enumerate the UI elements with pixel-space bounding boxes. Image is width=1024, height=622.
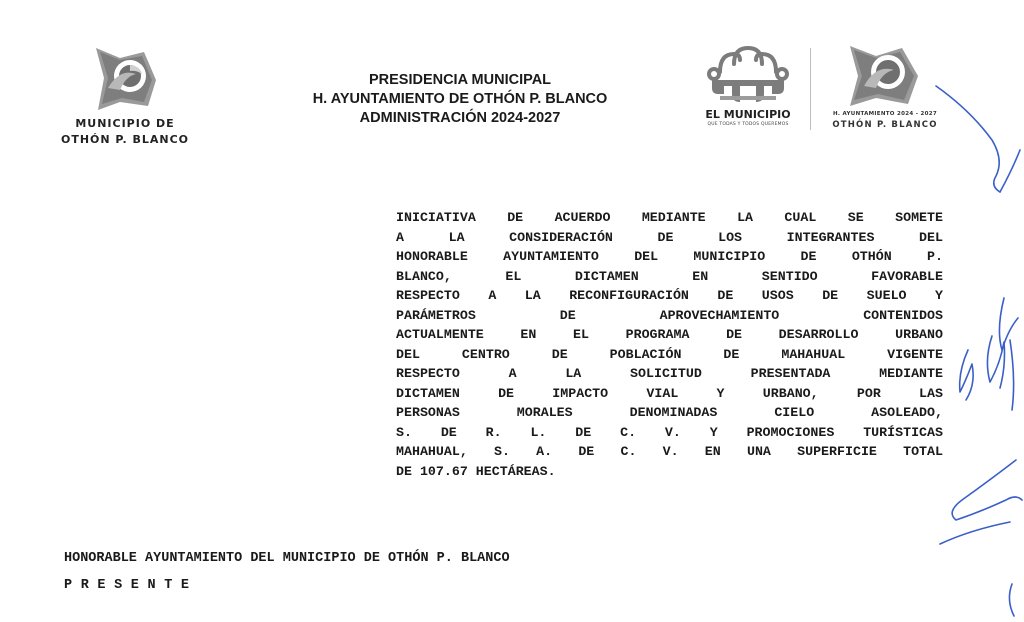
el-municipio-tagline: QUE TODAS Y TODOS QUEREMOS xyxy=(707,122,789,127)
initiative-line: RESPECTO A LA SOLICITUD PRESENTADA MEDIANTE xyxy=(396,366,943,381)
initiative-line: RESPECTO A LA RECONFIGURACIÓN DE USOS DE SUELO Y xyxy=(396,288,943,303)
initiative-line: PERSONAS MORALES DENOMINADAS CIELO ASOLEADO, xyxy=(396,405,943,420)
ayuntamiento-logo xyxy=(820,42,950,134)
initiative-line: A LA CONSIDERACIÓN DE LOS INTEGRANTES DEL xyxy=(396,229,943,245)
initiative-line: ACTUALMENTE EN EL PROGRAMA DE DESARROLLO URBANO xyxy=(396,327,943,342)
initiative-line: HONORABLE AYUNTAMIENTO DEL MUNICIPIO DE OTHÓN P. xyxy=(396,249,943,264)
initiative-line: MAHAHUAL, S. A. DE C. V. EN UNA SUPERFICIE TOTAL xyxy=(396,444,943,459)
el-municipio-title: EL MUNICIPIO xyxy=(705,108,791,121)
caption-line-1: MUNICIPIO DE xyxy=(75,117,175,130)
header-line-2: H. AYUNTAMIENTO DE OTHÓN P. BLANCO xyxy=(312,91,608,107)
municipio-logo-caption xyxy=(40,116,210,148)
initiative-line: INICIATIVA DE ACUERDO MEDIANTE LA CUAL SE SOMETE xyxy=(396,210,943,225)
ayuntamiento-name: OTHÓN P. BLANCO xyxy=(832,120,938,130)
ayuntamiento-period: H. AYUNTAMIENTO 2024 - 2027 xyxy=(832,111,938,117)
initiative-line: BLANCO, EL DICTAMEN EN SENTIDO FAVORABLE xyxy=(396,268,943,284)
municipio-logo xyxy=(40,44,210,154)
initiative-line: PARÁMETROS DE APROVECHAMIENTO CONTENIDOS xyxy=(396,307,943,323)
logo-divider xyxy=(810,48,811,130)
presente-line: PRESENTE xyxy=(64,578,198,593)
document-header xyxy=(290,71,630,128)
initiative-line: S. DE R. L. DE C. V. Y PROMOCIONES TURÍSTICAS xyxy=(396,424,943,440)
initiative-line: DEL CENTRO DE POBLACIÓN DE MAHAHUAL VIGENTE xyxy=(396,346,943,362)
initiative-line: DE 107.67 HECTÁREAS. xyxy=(396,463,556,479)
ayuntamiento-emblem-icon xyxy=(842,42,926,108)
municipio-emblem-icon xyxy=(90,44,162,114)
header-line-1: PRESIDENCIA MUNICIPAL xyxy=(368,72,552,88)
header-line-3: ADMINISTRACIÓN 2024-2027 xyxy=(359,110,561,126)
initiative-line: DICTAMEN DE IMPACTO VIAL Y URBANO, POR LAS xyxy=(396,385,943,401)
addressee-line: HONORABLE AYUNTAMIENTO DEL MUNICIPIO DE OTHÓN P. BLANCO xyxy=(64,551,510,566)
el-municipio-emblem-icon xyxy=(700,42,796,108)
caption-line-2: OTHÓN P. BLANCO xyxy=(60,133,190,146)
el-municipio-logo xyxy=(700,42,796,134)
initiative-text xyxy=(396,208,943,481)
